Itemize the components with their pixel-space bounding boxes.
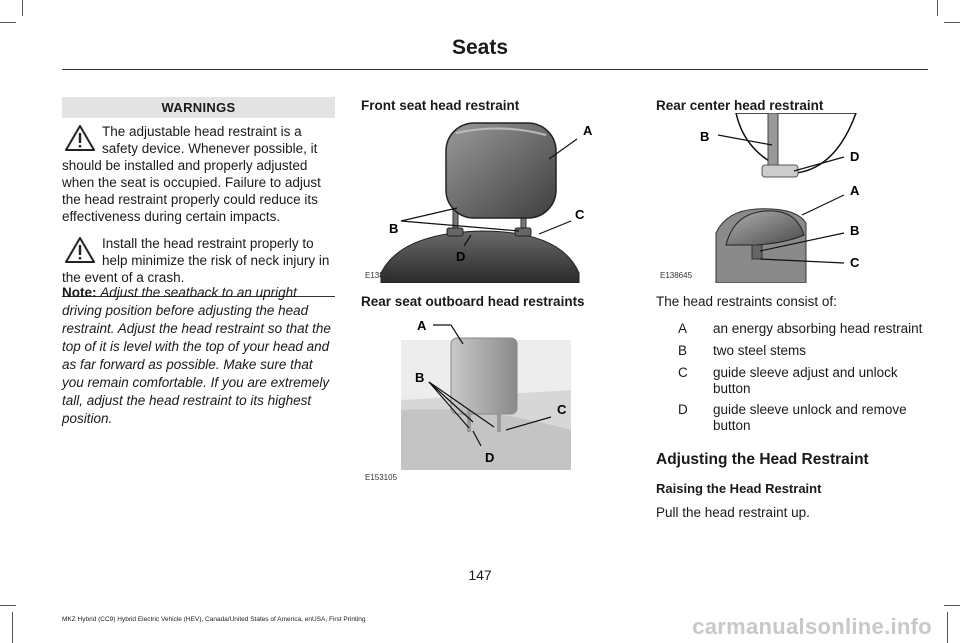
header-divider — [62, 69, 928, 70]
callout-label: D — [850, 149, 860, 164]
crop-mark — [944, 605, 960, 606]
outboard-head-restraint-illustration — [361, 310, 576, 485]
note-text: Adjust the seatback to an upright driving position before adjusting the head restraint. Adjust the head restraint so that the top of it is level with the top of your head and as far forward as possible. Make sure that you remain comfortable. If you are extremely tall, adjust the head restraint to its highest position. — [62, 285, 331, 426]
parts-letter: B — [678, 343, 688, 358]
crop-mark — [0, 22, 16, 23]
page-title: Seats — [451, 36, 509, 59]
parts-text: two steel stems — [713, 343, 807, 358]
parts-text: guide sleeve unlock and remove button — [713, 402, 907, 433]
note-label: Note: — [62, 285, 97, 300]
callout-label: B — [850, 223, 860, 238]
crop-mark — [937, 0, 938, 16]
figure-code: E153105 — [365, 473, 398, 482]
figure-code: E138645 — [660, 271, 693, 280]
parts-letter: D — [678, 402, 688, 417]
parts-text: an energy absorbing head restraint — [713, 321, 923, 336]
crop-mark — [22, 0, 23, 16]
callout-label: C — [557, 402, 567, 417]
warning-triangle-icon — [64, 124, 96, 152]
callout-label: D — [456, 249, 466, 264]
warning-item — [62, 235, 335, 286]
outboard-figure-title: Rear seat outboard head restraints — [361, 294, 585, 309]
subsection-heading: Raising the Head Restraint — [656, 481, 822, 496]
warnings-box — [62, 97, 335, 297]
callout-label: C — [850, 255, 860, 270]
center-figure-title: Rear center head restraint — [656, 98, 824, 113]
center-head-restraint-illustration — [656, 113, 876, 283]
front-head-restraint-illustration — [361, 113, 601, 283]
parts-intro: The head restraints consist of: — [656, 294, 837, 309]
footer-text: MKZ Hybrid (CC9) Hybrid Electric Vehicle (HEV), Canada/United States of America, enUSA, First Printing — [62, 616, 366, 623]
crop-mark — [0, 605, 16, 606]
center-head-restraint-figure — [656, 113, 876, 283]
body-text: Pull the head restraint up. — [656, 505, 810, 520]
parts-letter: C — [678, 365, 688, 380]
crop-mark — [12, 612, 13, 643]
warning-text: Install the head restraint properly to help minimize the risk of neck injury in the event of a crash. — [62, 236, 330, 285]
warning-triangle-icon — [64, 236, 96, 264]
warnings-title: WARNINGS — [62, 97, 335, 118]
warning-text: The adjustable head restraint is a safety device. Whenever possible, it should be installed and properly adjusted when the seat is occupied. Failure to adjust the head restraint properly could reduce its effectiveness during certain impacts. — [62, 124, 321, 224]
callout-label: A — [850, 183, 860, 198]
parts-text: guide sleeve adjust and unlock button — [713, 365, 898, 396]
callout-label: A — [417, 318, 427, 333]
outboard-head-restraint-figure — [361, 310, 576, 485]
front-head-restraint-figure — [361, 113, 601, 283]
section-heading: Adjusting the Head Restraint — [656, 451, 869, 468]
callout-label: B — [700, 129, 710, 144]
crop-mark — [947, 612, 948, 643]
note-paragraph — [62, 284, 336, 428]
callout-label: C — [575, 207, 585, 222]
crop-mark — [944, 22, 960, 23]
warning-item — [62, 123, 335, 225]
callout-label: B — [415, 370, 425, 385]
callout-label: D — [485, 450, 495, 465]
figure-code: E138642 — [365, 271, 398, 280]
watermark: carmanualsonline.info — [692, 614, 932, 639]
front-figure-title: Front seat head restraint — [361, 98, 520, 113]
page-number: 147 — [468, 567, 492, 583]
parts-letter: A — [678, 321, 688, 336]
callout-label: A — [583, 123, 593, 138]
callout-label: B — [389, 221, 399, 236]
